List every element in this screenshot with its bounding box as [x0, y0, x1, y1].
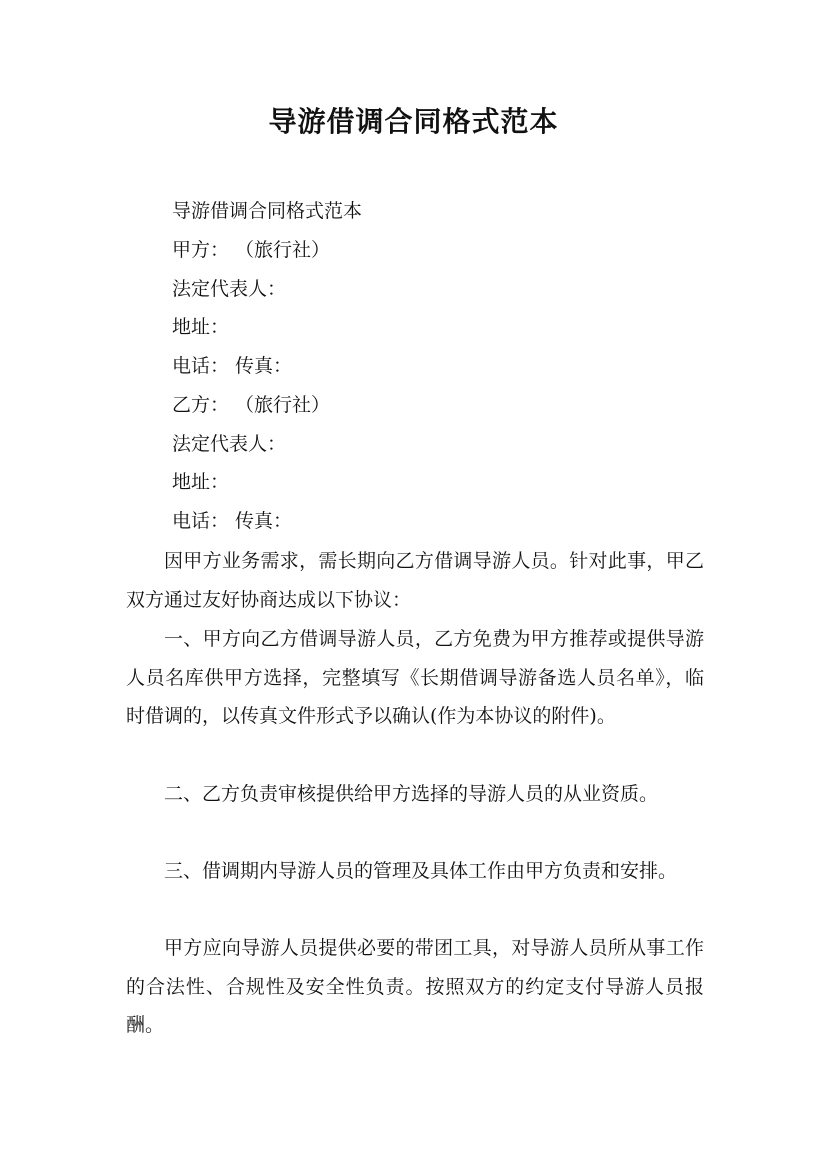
paragraph-clause-3: 三、借调期内导游人员的管理及具体工作由甲方负责和安排。	[164, 860, 678, 882]
paragraph-preamble: 因甲方业务需求，需长期向乙方借调导游人员。针对此事，甲乙双方通过友好协商达成以下协议：	[126, 550, 704, 611]
header-line-party-a-representative: 法定代表人：	[172, 278, 287, 300]
header-line-party-a-address: 地址：	[172, 316, 230, 338]
paragraph-party-a-duties: 甲方应向导游人员提供必要的带团工具，对导游人员所从事工作的合法性、合规性及安全性负责。按照双方的约定支付导游人员报酬。	[126, 937, 704, 1037]
header-line-title: 导游借调合同格式范本	[172, 200, 363, 222]
header-line-party-b-phone-fax: 电话： 传真：	[172, 510, 293, 532]
header-line-party-b: 乙方： （旅行社）	[172, 394, 331, 416]
header-line-party-b-address: 地址：	[172, 471, 230, 493]
header-line-party-a-phone-fax: 电话： 传真：	[172, 355, 293, 377]
header-line-party-b-representative: 法定代表人：	[172, 433, 287, 455]
header-line-party-a: 甲方： （旅行社）	[172, 239, 331, 261]
paragraph-clause-1: 一、甲方向乙方借调导游人员，乙方免费为甲方推荐或提供导游人员名库供甲方选择，完整填写《长期借调导游备选人员名单》，临时借调的，以传真文件形式予以确认(作为本协议的附件)。	[126, 628, 704, 728]
paragraph-clause-2: 二、乙方负责审核提供给甲方选择的导游人员的从业资质。	[164, 783, 659, 805]
document-title: 导游借调合同格式范本	[268, 105, 559, 138]
